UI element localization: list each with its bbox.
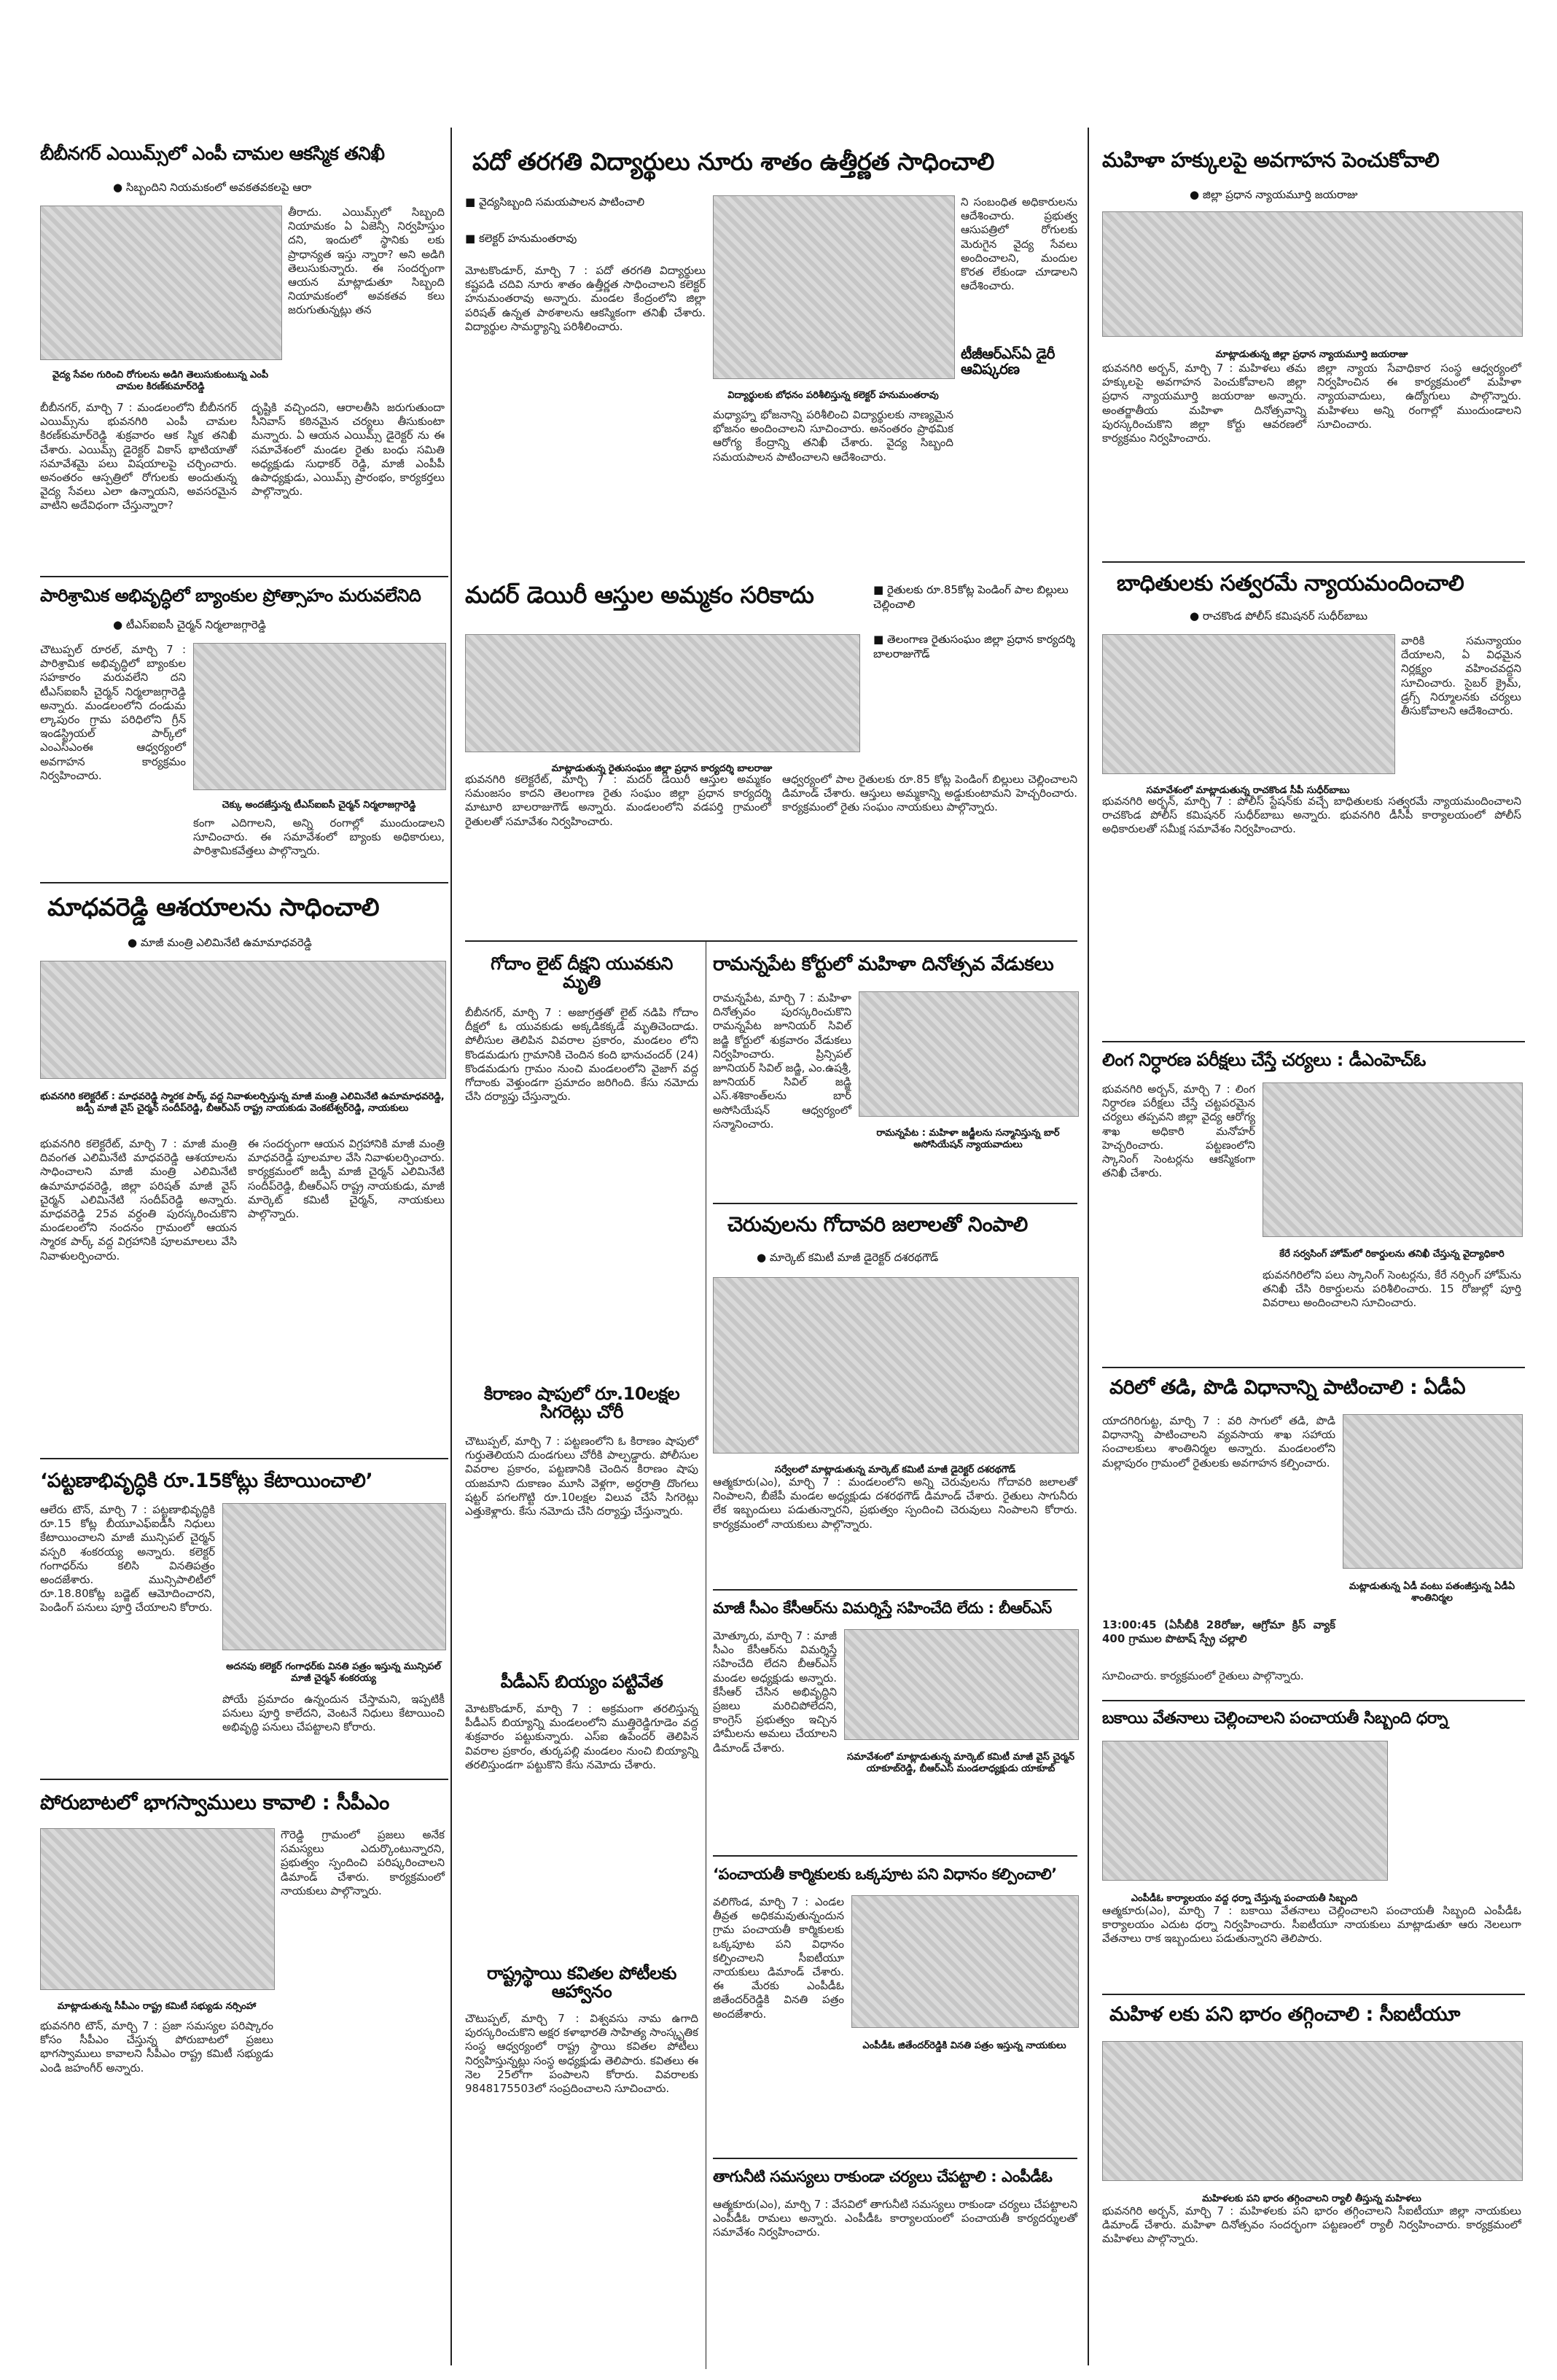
caption-aiims: వైద్య సేవల గురించి రోగులను అడిగి తెలుసుకుంటున్న ఎంపీ చామల కిరణ్‌కుమార్‌రెడ్డి [52,370,269,392]
headline-madhava-reddy: మాధవరెడ్డి ఆశయాలను సాధించాలి [47,893,379,922]
article-dairy-part1: భువనగిరి కలెక్టరేట్, మార్చి 7 : మదర్ డెయిరీ ఆస్తుల అమ్మకం సమంజసం కాదని తెలంగాణ రైతు సంఘం జిల్లా ప్రధాన కార్యదర్శి మాటూరి బాలరాజుగౌడ్ అన్నారు. మండలంలోని వడపర్తి గ్రామంలో రైతులతో సమావేశం నిర్వహించారు. [465,773,771,828]
photo-town-funds [222,1503,446,1650]
photo-panchayat-dharna [1102,1741,1388,1881]
photo-gender-test [1263,1082,1523,1237]
caption-citu: మహిళలకు పని భారం తగ్గించాలని ర్యాలీ తీస్తున్న మహిళలు [1202,2193,1421,2204]
article-pds-rice: మోటకొండూర్, మార్చి 7 : అక్రమంగా తరలిస్తున్న పీడీఎస్ బియ్యాన్ని మండలంలోని ముత్తిరెడ్డిగూడెం వద్ద శుక్రవారం పట్టుకున్నారు. ఎస్ఐ ఉపేందర్ తెలిపిన వివరాల ప్రకారం, తుర్కపల్లి మండలం నుంచి బియ్యాన్ని తరలిస్తుండగా పట్టుకొని కేసు నమోదు చేశారు. [465,1702,698,1771]
caption-paddy: మట్లాడుతున్న ఏడీ వంటు పతంజీస్తున్న ఏడీఏ శాంతినిర్మల [1349,1581,1515,1604]
article-tenth-part3: ని సంబంధిత అధికారులను ఆదేశించారు. ప్రభుత్వ ఆసుపత్రిలో రోగులకు మెరుగైన వైద్య సేవలు అందించాలని, మందుల కొరత లేకుండా చూడాలని ఆదేశించారు. [961,195,1077,293]
headline-pds-rice: పీడీఎస్ బియ్యం పట్టివేత [500,1671,663,1692]
photo-justice [1102,634,1395,774]
divider [713,2158,1077,2159]
article-tenth-part2: మధ్యాహ్న భోజనాన్ని పరిశీలించి విద్యార్థులకు నాణ్యమైన భోజనం అందించాలని సూచించారు. అనంతరం ప్రాథమిక ఆరోగ్య కేంద్రాన్ని తనిఖీ చేశారు. వైద్య సిబ్బంది సమయపాలన పాటించాలని ఆదేశించారు. [713,408,953,464]
caption-justice: సమావేశంలో మాట్లాడుతున్న రాచకొండ సీపీ సుధీర్‌బాబు [1146,785,1350,796]
photo-cpm [40,1828,275,1990]
divider [465,940,1077,942]
article-justice-part1: భువనగిరి అర్బన్, మార్చి 7 : పోలీస్ స్టేషన్‌కు వచ్చే బాధితులకు సత్వరమే న్యాయమందించాలని రాచకొండ పోలీస్ కమిషనర్ సుధీర్‌బాబు అన్నారు. భువనగిరి డీసీపీ కార్యాలయంలో పోలీస్ అధికారులతో సమీక్ష సమావేశం నిర్వహించారు. [1102,795,1521,836]
photo-ponds [713,1277,1079,1454]
headline-womens-day-court: రామన్నపేట కోర్టులో మహిళా దినోత్సవ వేడుకలు [713,953,1054,975]
article-drinking-water: ఆత్మకూరు(ఎం), మార్చి 7 : వేసవిలో తాగునీటి సమస్యలు రాకుండా చర్యలు చేపట్టాలని ఎంపీడీఓ రామలు అన్నారు. ఎంపీడీఓ కార్యాలయంలో పంచాయతీ కార్యదర్శులతో సమావేశం నిర్వహించారు. [713,2198,1077,2239]
photo-kcr [844,1629,1079,1740]
article-panchayat-workers: వలిగొండ, మార్చి 7 : ఎండల తీవ్రత అధికమవుతున్నందున గ్రామ పంచాయతీ కార్మికులకు ఒక్కపూట పని విధానం కల్పించాలని సీఐటీయూ నాయకులు డిమాండ్ చేశారు. ఈ మేరకు ఎంపీడీఓ జితేందర్‌రెడ్డికి వినతి పత్రం అందజేశారు. [713,1895,844,2021]
divider [1102,1700,1525,1701]
divider [1102,1367,1525,1368]
column-right [1102,0,1525,2380]
headline-ponds: చెరువులను గోదావరి జలాలతో నింపాలి [727,1212,1028,1236]
headline-paddy: వరిలో తడి, పొడి విధానాన్ని పాటించాలి : ఏడీఏ [1109,1376,1466,1399]
headline-panchayat-dharna: బకాయి వేతనాలు చెల్లించాలని పంచాయతీ సిబ్బంది ధర్నా [1102,1709,1448,1728]
subhead-womens-rights: ● జిల్లా ప్రధాన న్యాయమూర్తి జయరాజు [1190,188,1510,202]
article-justice-part2: వారికి సమన్యాయం దేయాలని, ఏ విధమైన నిర్లక్ష్యం వహించవద్దని సూచించారు. సైబర్ క్రైమ్, డ్రగ్స్ నిర్మూలనకు చర్యలు తీసుకోవాలని ఆదేశించారు. [1401,634,1521,717]
article-madhava-reddy-part2: ఈ సందర్భంగా ఆయన విగ్రహానికి మాజీ మంత్రి మాధవరెడ్డి పూలమాల వేసి నివాళులర్పించారు. కార్యక్రమంలో జడ్పీ మాజీ చైర్మన్ ఎలిమినేటి సందీప్‌రెడ్డి, బీఆర్ఎస్ రాష్ట్ర నాయకుడు, మాజీ మార్కెట్ కమిటీ చైర్మన్, నాయకులు పాల్గొన్నారు. [248,1137,445,1220]
article-aiims-part3: దృష్టికి వచ్చిందని, ఆరాలతీసి జరుగుతుందా సీనివాస్ కఠినమైన చర్యలు తీసుకుంటా మన్నారు. ఏ ఆయన ఎయిమ్స్ డైరెక్టర్ ను ఈ సమావేశంలో మండల రైతు బంధు సమితి అధ్యక్షుడు సుధాకర్ రెడ్డి, మాజీ ఎంపీపీ ఉపాధ్యక్షుడు, ఎయిమ్స్ ప్రారంభం, కార్యకర్తలు పాల్గొన్నారు. [251,401,445,499]
bullet-dairy-2: ■ తెలంగాణ రైతుసంఘం జిల్లా ప్రధాన కార్యదర్శి బాలరాజుగౌడ్ [873,633,1077,661]
article-citu: భువనగిరి అర్బన్, మార్చి 7 : మహిళలకు పని భారం తగ్గించాలని సీఐటీయూ జిల్లా నాయకులు డిమాండ్ చేశారు. మహిళా దినోత్సవం సందర్భంగా పట్టణంలో ర్యాలీ నిర్వహించారు. కార్యక్రమంలో మహిళలు పాల్గొన్నారు. [1102,2204,1521,2246]
bullet-dairy-1: ■ రైతులకు రూ.85కోట్ల పెండింగ్ పాల బిల్లులు చెల్లించాలి [873,583,1077,612]
article-tenth-part1: మోటకొండూర్, మార్చి 7 : పదో తరగతి విద్యార్థులు కష్టపడి చదివి నూరు శాతం ఉత్తీర్ణత సాధించాలని కలెక్టర్ హనుమంతరావు అన్నారు. మండల కేంద్రంలోని జిల్లా పరిషత్ ఉన్నత పాఠశాలను ఆకస్మికంగా తనిఖీ చేశారు. విద్యార్థుల సామర్థ్యాన్ని పరిశీలించారు. [465,264,706,333]
headline-citu: మహిళ లకు పని భారం తగ్గించాలి : సీఐటీయూ [1109,2003,1460,2026]
photo-madhava-reddy [40,961,446,1079]
article-industry-part2: కంగా ఎదిగాలని, అన్ని రంగాల్లో ముందుండాలని సూచించారు. ఈ సమావేశంలో బ్యాంకు అధికారులు, పారిశ్రామికవేత్తలు పాల్గొన్నారు. [193,816,445,858]
headline-cpm: పోరుబాటలో భాగస్వాములు కావాలి : సీపీఎం [40,1790,389,1814]
bullet-tenth-2: ■ కలెక్టర్ హనుమంతరావు [465,232,706,246]
caption-town-funds: అదనపు కలెక్టర్ గంగాధర్‌కు వినతి పత్రం ఇస్తున్న మున్సిపల్ మాజీ చైర్మన్ శంకరయ్య [226,1661,441,1684]
headline-justice: బాధితులకు సత్వరమే న్యాయమందించాలి [1117,571,1464,596]
column-left [40,0,448,2380]
column-rule-2 [1088,128,1089,2365]
headline-kcr: మాజీ సీఎం కేసీఆర్‌ను విమర్శిస్తే సహించేది లేదు : బీఆర్ఎస్ [713,1599,1052,1617]
headline-aiims: బీబీనగర్ ఎయిమ్స్‌లో ఎంపీ చామల ఆకస్మిక తనిఖీ [40,143,385,164]
divider [1102,1041,1525,1042]
bullet-tenth-1: ■ వైద్యసిబ్బంది సమయపాలన పాటించాలి [465,195,706,210]
headline-womens-rights: మహిళా హక్కులపై అవగాహన పెంచుకోవాలి [1102,148,1440,172]
divider [1102,1994,1525,1995]
photo-womens-rights [1102,211,1523,337]
photo-mother-dairy [465,634,860,752]
headline-cigarette-theft: కిరాణం షాపులో రూ.10లక్షల సిగరెట్లు చోరీ [483,1384,680,1423]
caption-ponds: సర్వేలలో మాట్లాడుతున్న మార్కెట్ కమిటీ మాజీ డైరెక్టర్ దశరథగౌడ్ [774,1464,1016,1475]
side-headline-diary: టీజీఆర్ఎస్‌ఏ డైరీ ఆవిష్కరణ [961,345,1055,378]
divider [40,882,448,883]
caption-madhava-reddy: భువనగిరి కలెక్టరేట్ : మాధవరెడ్డి స్మారక పార్క్ వద్ద నివాళులర్పిస్తున్న మాజీ మంత్రి ఎలిమినేటి ఉమామాధవరెడ్డి, జడ్పీ మాజీ వైస్ చైర్మన్ సందీప్‌రెడ్డి, బీఆర్ఎస్ రాష్ట్ర నాయకుడు వెంకటేశ్వర్‌రెడ్డి, నాయకులు [40,1091,445,1114]
divider [40,1458,448,1459]
article-dairy-part2: ఆధ్వర్యంలో పాల రైతులకు రూ.85 కోట్ల పెండింగ్ బిల్లులు చెల్లించాలని డిమాండ్ చేశారు. ఆస్తులు అమ్మకాన్ని అడ్డుకుంటామని హెచ్చరించారు. కార్యక్రమంలో రైతు సంఘం నాయకులు పాల్గొన్నారు. [782,773,1077,814]
article-aiims-part1: తీరాదు. ఎయిమ్స్‌లో సిబ్బంది నియామకం ఏ ఏజెన్సీ నిర్వహిస్తుం దని, ఇందులో స్థానికు లకు ప్రాధాన్యత ఇస్తు న్నారా? అని అడిగి తెలుసుకున్నారు. ఈ సందర్భంగా ఆయన మాట్లాడుతూ సిబ్బంది నియామకంలో అవకతవ కలు జరుగుతున్నట్లు తన [288,206,445,317]
headline-industry: పారిశ్రామిక అభివృద్ధిలో బ్యాంకుల ప్రోత్సాహం మరువలేనిది [40,585,421,606]
article-industry-part1: చౌటుప్పల్ రూరల్, మార్చి 7 : పారిశ్రామిక అభివృద్ధిలో బ్యాంకుల సహకారం మరువలేని దని టీఎస్ఐఐసీ చైర్మన్ నిర్మలాజగ్గారెడ్డి అన్నారు. మండలంలోని దండుమ ల్కాపురం గ్రామ పరిధిలోని గ్రీన్ ఇండస్ట్రియల్ పార్క్‌లో ఎంఎస్ఎంఈ ఆధ్వర్యంలో అవగాహన కార్యక్రమం నిర్వహించారు. [40,643,186,782]
article-cigarette-theft: చౌటుప్పల్, మార్చి 7 : పట్టణంలోని ఓ కిరాణం షాపులో గుర్తుతెలియని దుండగులు చోరీకి పాల్పడ్డారు. పోలీసుల వివరాల ప్రకారం, పట్టణానికి చెందిన కిరాణం షాపు యజమాని దుకాణం మూసి వెళ్లగా, అర్ధరాత్రి దొంగలు షట్టర్ పగలగొట్టి రూ.10లక్షల విలువ చేసే సిగరెట్లు ఎత్తుకెళ్లారు. కేసు నమోదు చేసి దర్యాప్తు చేస్తున్నారు. [465,1435,698,1518]
article-aiims-part2: బీబీనగర్, మార్చి 7 : మండలంలోని బీబీనగర్ ఎయిమ్స్‌ను భువనగిరి ఎంపీ చామల కిరణ్‌కుమార్‌రెడ్డి శుక్రవారం ఆక స్మిక తనిఖీ చేశారు. ఎయిమ్స్ డైరెక్టర్ వికాస్ భాటియాతో సమావేశమై పలు విషయాలపై చర్చించారు. అనంతరం ఆస్పత్రిలో రోగులకు అందుతున్న వైద్య సేవలు ఎలా ఉన్నాయని, అవసరమైన వాటిని అదేవిధంగా చేస్తున్నారా? [40,401,237,512]
photo-paddy [1343,1414,1523,1569]
subhead-industry: ● టీఎస్ఐఐసీ చైర్మన్ నిర్మలాజగ్గారెడ్డి [113,618,434,632]
article-poetry-contest: చౌటుప్పల్, మార్చి 7 : విశ్వవసు నామ ఉగాది పురస్కరించుకొని అక్షర కళాభారతి సాహిత్య సాంస్కృతిక సంస్థ ఆధ్వర్యంలో రాష్ట్ర స్థాయి కవితల పోటీలు నిర్వహిస్తున్నట్లు సంస్థ అధ్యక్షుడు తెలిపారు. కవితలు ఈ నెల 25లోగా పంపాలని కోరారు. వివరాలకు 9848175503లో సంప్రదించాలని సూచించారు. [465,2012,698,2095]
headline-poetry-contest: రాష్ట్రస్థాయి కవితల పోటీలకు ఆహ్వానం [487,1963,676,2002]
headline-panchayat-workers: ‘పంచాయతీ కార్మికులకు ఒక్కపూట పని విధానం కల్పించాలి’ [713,1865,1057,1883]
article-gender-test-part2: భువనగిరిలోని పలు స్కానింగ్ సెంటర్లను, కేరే నర్సింగ్ హోమ్‌ను తనిఖీ చేసి రికార్డులను పరిశీలించారు. 15 రోజుల్లో పూర్తి వివరాలు అందించాలని సూచించారు. [1263,1268,1521,1310]
divider [713,1855,1077,1857]
divider [713,1589,1077,1591]
divider [713,1203,1077,1204]
divider [1102,561,1525,563]
article-paddy: యాదగిరిగుట్ట, మార్చి 7 : వరి సాగులో తడి, పొడి విధానాన్ని పాటించాలని వ్యవసాయ శాఖ సహాయ సంచాలకులు శాంతినిర్మల అన్నారు. మండలంలోని మల్లాపురం గ్రామంలో రైతులకు అవగాహన కల్పించారు. [1102,1414,1335,1470]
caption-panchayat-dharna: ఎంపీడీఓ కార్యాలయం వద్ద ధర్నా చేస్తున్న పంచాయతీ సిబ్బంది [1131,1893,1358,1904]
article-ponds: ఆత్మకూరు(ఎం), మార్చి 7 : మండలంలోని అన్ని చెరువులను గోదావరి జలాలతో నింపాలని, బీజేపీ మండల అధ్యక్షుడు దశరథగౌడ్ డిమాండ్ చేశారు. రైతులు సాగునీరు లేక ఇబ్బందులు పడుతున్నారని, ప్రభుత్వం స్పందించి చెరువులు నింపాలని కోరారు. కార్యక్రమంలో నాయకులు పాల్గొన్నారు. [713,1475,1077,1531]
photo-panchayat-workers [851,1895,1079,2028]
article-paddy-dose: 13:00:45 (ఏసీబీకి 28రోజు, ఆగ్రోమా క్రిస్ వ్యాక్ 400 గ్రాముల పొటాష్ స్ప్రే చల్లాలి [1102,1618,1335,1646]
article-kcr: మోత్కూరు, మార్చి 7 : మాజీ సీఎం కేసీఆర్‌ను విమర్శిస్తే సహించేది లేదని బీఆర్ఎస్ మండల అధ్యక్షుడు అన్నారు. కేసీఆర్ చేసిన అభివృద్ధిని ప్రజలు మరిచిపోలేదని, కాంగ్రెస్ ప్రభుత్వం ఇచ్చిన హామీలను అమలు చేయాలని డిమాండ్ చేశారు. [713,1629,837,1755]
headline-tenth-class: పదో తరగతి విద్యార్థులు నూరు శాతం ఉత్తీర్ణత సాధించాలి [472,147,994,176]
article-cpm-part1: భువనగిరి టౌన్, మార్చి 7 : ప్రజా సమస్యల పరిష్కారం కోసం సీపీఎం చేస్తున్న పోరుబాటలో ప్రజలు భాగస్వాములు కావాలని సీపీఎం రాష్ట్ర కమిటీ సభ్యుడు ఎండి జహంగీర్ అన్నారు. [40,2019,273,2075]
photo-tenth-class [713,195,955,379]
article-gender-test-part1: భువనగిరి అర్బన్, మార్చి 7 : లింగ నిర్ధారణ పరీక్షలు చేస్తే చట్టపరమైన చర్యలు తప్పవని జిల్లా వైద్య ఆరోగ్య శాఖ అధికారి మనోహర్ హెచ్చరించారు. పట్టణంలోని స్కానింగ్ సెంటర్లను ఆకస్మికంగా తనిఖీ చేశారు. [1102,1082,1255,1180]
photo-womens-day-court [859,991,1079,1117]
caption-industry: చెక్కు అందజేస్తున్న టీఎస్ఐఐసీ చైర్మన్ నిర్మలాజగ్గారెడ్డి [222,800,416,811]
subhead-justice: ● రాచకొండ పోలీస్ కమిషనర్ సుధీర్‌బాబు [1190,609,1510,623]
photo-citu [1102,2041,1523,2181]
caption-kcr: సమావేశంలో మాట్లాడుతున్న మార్కెట్ కమిటీ మాజీ వైస్ చైర్మన్ యాకూబ్‌రెడ్డి, బీఆర్ఎస్ మండలాధ్యక్షుడు యాకూబ్ [846,1752,1075,1774]
caption-mother-dairy: మాట్లాడుతున్న రైతుసంఘం జిల్లా ప్రధాన కార్యదర్శి బాలరాజు [551,763,773,774]
caption-womens-day-court: రామన్నపేట : మహిళా జడ్జీలను సన్మానిస్తున్న బార్ అసోసియేషన్ న్యాయవాదులు [876,1128,1060,1150]
caption-cpm: మాట్లాడుతున్న సీపీఎం రాష్ట్ర కమిటీ సభ్యుడు నర్సింహా [57,2001,257,2012]
caption-tenth-class: విద్యార్థులకు బోధనం పరిశీలిస్తున్న కలెక్టర్ హనుమంతరావు [727,390,939,401]
article-cpm-part2: గౌరెడ్డి గ్రామంలో ప్రజలు అనేక సమస్యలు ఎదుర్కొంటున్నారని, ప్రభుత్వం స్పందించి పరిష్కరించాలని డిమాండ్ చేశారు. కార్యక్రమంలో నాయకులు పాల్గొన్నారు. [281,1828,445,1897]
article-womens-day-court: రామన్నపేట, మార్చి 7 : మహిళా దినోత్సవం పురస్కరించుకొని రామన్నపేట జూనియర్ సివిల్ జడ్జి కోర్టులో శుక్రవారం వేడుకలు నిర్వహించారు. ప్రిన్సిపల్ జూనియర్ సివిల్ జడ్జి, ఎం.ఉషశ్రీ, జూనియర్ సివిల్ జడ్జి ఎస్.శశికాంత్‌లను బార్ అసోసియేషన్ ఆధ్వర్యంలో సన్మానించారు. [713,991,851,1131]
photo-industry [193,643,446,790]
article-town-funds-part1: ఆలేరు టౌన్, మార్చి 7 : పట్టణాభివృద్ధికి రూ.15 కోట్ల బీయూఎఫ్ఐడీసీ నిధులు కేటాయించాలని మాజీ మున్సిపల్ చైర్మన్ వస్పరి శంకరయ్య అన్నారు. కలెక్టర్ గంగాధర్‌ను కలిసి వినతిపత్రం అందజేశారు. మున్సిపాలిటీలో రూ.18.80కోట్ల బడ్జెట్ ఆమోదించారని, పెండింగ్ పనులు పూర్తి చేయాలని కోరారు. [40,1503,215,1615]
article-womens-rights-part1: భువనగిరి అర్బన్, మార్చి 7 : మహిళలు తమ హక్కులపై అవగాహన పెంచుకోవాలని జిల్లా ప్రధాన న్యాయమూర్తి జయరాజు అన్నారు. అంతర్జాతీయ మహిళా దినోత్సవాన్ని పురస్కరించుకొని జిల్లా కోర్టు ఆవరణలో కార్యక్రమం నిర్వహించారు. [1102,362,1306,445]
headline-drinking-water: తాగునీటి సమస్యలు రాకుండా చర్యలు చేపట్టాలి : ఎంపీడీఓ [713,2168,1053,2185]
photo-aiims [40,206,282,360]
article-panchayat-dharna: ఆత్మకూరు(ఎం), మార్చి 7 : బకాయి వేతనాలు చెల్లించాలని పంచాయతీ సిబ్బంది ఎంపీడీఓ కార్యాలయం ఎదుట ధర్నా నిర్వహించారు. సీఐటీయూ నాయకులు మాట్లాడుతూ ఆరు నెలలుగా వేతనాలు రాక ఇబ్బందులు పడుతున్నారని తెలిపారు. [1102,1904,1521,1946]
headline-town-funds: ‘పట్టణాభివృద్ధికి రూ.15కోట్లు కేటాయించాలి’ [40,1470,373,1492]
divider [40,1779,448,1780]
caption-panchayat-workers: ఎంపీడీఓ జితేందర్‌రెడ్డికి వినతి పత్రం ఇస్తున్న నాయకులు [862,2040,1066,2051]
headline-godown: గోదాం లైట్ దీక్షని యువకుని మృతి [491,953,673,993]
headline-gender-test: లింగ నిర్ధారణ పరీక్షలు చేస్తే చర్యలు : డీఎంహెచ్ఓ [1102,1050,1426,1070]
caption-womens-rights: మాట్లాడుతున్న జిల్లా ప్రధాన న్యాయమూర్తి జయరాజు [1215,349,1408,360]
caption-gender-test: కేరే సర్వసింగ్ హోమ్‌లో రికార్డులను తనిఖీ చేస్తున్న వైద్యాధికారి [1279,1249,1505,1260]
divider [40,576,448,577]
column-center [450,0,1079,2380]
article-town-funds-part2: పోయే ప్రమాదం ఉన్నందున చేస్తామని, ఇప్పటికీ పనులు పూర్తి కాలేదని, వెంటనే నిధులు కేటాయించి అభివృద్ధి పనులు చేపట్టాలని కోరారు. [222,1693,445,1734]
article-womens-rights-part2: జిల్లా న్యాయ సేవాధికార సంస్థ ఆధ్వర్యంలో నిర్వహించిన ఈ కార్యక్రమంలో మహిళా న్యాయవాదులు, ఉద్యోగులు పాల్గొన్నారు. మహిళలు అన్ని రంగాల్లో ముందుండాలని సూచించారు. [1317,362,1521,431]
subhead-aiims: ● సిబ్బందిని నియమకంలో అవకతవకలపై ఆరా [113,181,419,195]
article-paddy-part2: సూచించారు. కార్యక్రమంలో రైతులు పాల్గొన్నారు. [1102,1669,1304,1682]
subhead-ponds: ● మార్కెట్ కమిటీ మాజీ డైరెక్టర్ దశరథగౌడ్ [757,1251,1077,1265]
headline-mother-dairy: మదర్ డెయిరీ ఆస్తుల అమ్మకం సరికాదు [465,581,814,609]
article-godown: బీబీనగర్, మార్చి 7 : అజాగ్రత్తతో లైట్ నడిపి గోదాం దీక్షలో ఓ యువకుడు అక్కడికక్కడే మృతిచెందాడు. పోలీసుల తెలిపిన వివరాల ప్రకారం, మండలం లోని కొండమడుగు గ్రామానికి చెందిన కంది భానుచందర్ (24) కొండమడుగు గ్రామం నుంచి మండలంలోని వైజాగ్ వద్ద గోదాంకు వెళ్తుండగా ప్రమాదం జరిగింది. కేసు నమోదు చేసి దర్యాప్తు చేస్తున్నారు. [465,1006,698,1104]
subhead-madhava-reddy: ● మాజీ మంత్రి ఎలిమినేటి ఉమామాధవరెడ్డి [128,936,434,950]
article-madhava-reddy-part1: భువనగిరి కలెక్టరేట్, మార్చి 7 : మాజీ మంత్రి దివంగత ఎలిమినేటి మాధవరెడ్డి ఆశయాలను సాధించాలని మాజీ మంత్రి ఎలిమినేటి ఉమామాధవరెడ్డి, జిల్లా పరిషత్ మాజీ వైస్ చైర్మన్ ఎలిమినేటి సందీప్‌రెడ్డి అన్నారు. మాధవరెడ్డి 25వ వర్ధంతి పురస్కరించుకొని మండలంలోని నందనం గ్రామంలో ఆయన స్మారక పార్క్ వద్ద విగ్రహానికి పూలమాలలు వేసి నివాళులర్పించారు. [40,1137,237,1263]
